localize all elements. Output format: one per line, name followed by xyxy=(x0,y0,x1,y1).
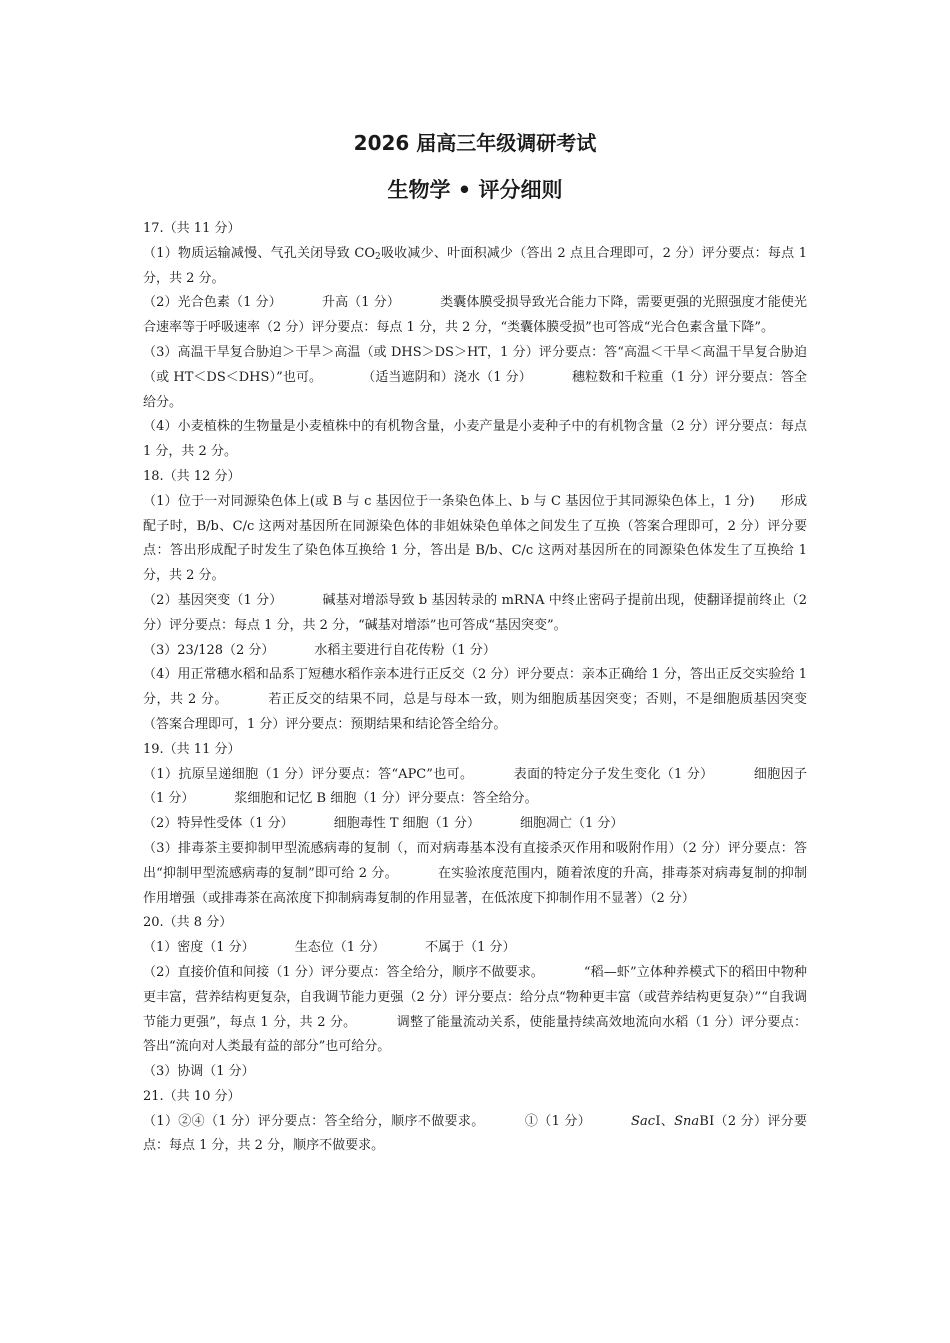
q21-part1 xyxy=(143,1110,807,1160)
q17-part2-text-c: 类囊体膜受损导致光合能力下降，需要更强的光照强度才能使光合速率等于呼吸速率（2 分）评分要点：每点 1 分，共 2 分，“类囊体膜受损”也可答成“光合色素含量下降”。 xyxy=(143,295,807,336)
q17-part2-text-b: 升高（1 分） xyxy=(321,295,401,311)
q19-part2-text-b: 细胞毒性 T 细胞（1 分） xyxy=(333,816,481,832)
q19-part3-text-a: （3）排毒茶主要抑制甲型流感病毒的复制（，而对病毒基本没有直接杀灭作用和吸附作用）（2 分）评分要点：答出“抑制甲型流感病毒的复制”即可给 2 分。 xyxy=(143,840,807,881)
q19-part2-text-c: 细胞凋亡（1 分） xyxy=(520,816,624,832)
q17-part4: （4）小麦植株的生物量是小麦植株中的有机物含量，小麦产量是小麦种子中的有机物含量（2 分）评分要点：每点 1 分，共 2 分。 xyxy=(143,419,807,460)
q18-part3-text-a: （3）23/128（2 分） xyxy=(143,642,275,658)
q18-part4-text-b: 若正反交的结果不同，总是与母本一致，则为细胞质基因突变；否则，不是细胞质基因突变（答案合理即可，1 分）评分要点：预期结果和结论答全给分。 xyxy=(143,692,807,732)
q20-heading: 20.（共 8 分） xyxy=(143,915,233,931)
q21-enzyme-sna: Sna xyxy=(674,1113,700,1129)
q20-part2 xyxy=(143,961,807,1060)
q17-part3-text-a: （3）高温干旱复合胁迫＞干旱＞高温（或 DHS＞DS＞HT，1 分）评分要点：答“高温＜干旱＜高温干旱复合胁迫（或 HT＜DS＜DHS）”也可。 xyxy=(143,344,807,385)
q18-part4-text-a: （4）用正常穗水稻和品系丁短穗水稻作亲本进行正反交（2 分）评分要点：亲本正确给 1 分，答出正反交实验给 1 分，共 2 分。 xyxy=(143,667,807,708)
q21-enzyme-sac-suffix: Ⅰ、 xyxy=(654,1113,675,1129)
page-subtitle: 生物学 • 评分细则 xyxy=(387,178,563,202)
q17-part3-text-c: 穗粒数和千粒重（1 分）评分要点：答全给分。 xyxy=(143,369,808,410)
q20-part1-text-a: （1）密度（1 分） xyxy=(143,940,255,956)
q18-part4 xyxy=(143,663,807,737)
q20-part1-text-c: 不属于（1 分） xyxy=(425,940,516,956)
q19-part1-text-c: 细胞因子（1 分） xyxy=(143,766,807,807)
q20-part2-text-a: （2）直接价值和间接（1 分）评分要点：答全给分，顺序不做要求。 xyxy=(143,964,544,980)
q21-heading: 21.（共 10 分） xyxy=(143,1088,241,1104)
q17-part3-text-b: （适当遮阴和）浇水（1 分） xyxy=(362,369,532,385)
q17-part3 xyxy=(143,341,807,415)
q19-part2-text-a: （2）特异性受体（1 分） xyxy=(143,816,294,832)
q18-part3 xyxy=(143,639,807,664)
q19-part1-text-a: （1）抗原呈递细胞（1 分）评分要点：答“APC”也可。 xyxy=(143,766,474,782)
page-title: 2026 届高三年级调研考试 xyxy=(353,131,597,155)
q21-enzyme-sac: Sac xyxy=(631,1113,655,1129)
q17-part2 xyxy=(143,291,807,341)
q19-part1-text-d: 浆细胞和记忆 B 细胞（1 分）评分要点：答全给分。 xyxy=(234,791,538,807)
q18-part2-text-b: 碱基对增添导致 b 基因转录的 mRNA 中终止密码子提前出现，使翻译提前终止（2 分）评分要点：每点 1 分，共 2 分，“碱基对增添”也可答成“基因突变”。 xyxy=(143,592,807,633)
q20-part1-text-b: 生态位（1 分） xyxy=(294,940,386,956)
q18-heading: 18.（共 12 分） xyxy=(143,468,241,484)
q18-part2-text-a: （2）基因突变（1 分） xyxy=(143,592,283,608)
q18-part1-text-b: 形成配子时，B/b、C/c 这两对基因所在同源染色体的非姐妹染色单体之间发生了互换（答案合理即可，2 分）评分要点：答出形成配子时发生了染色体互换给 1 分，答出是 B/b、C/c 这两对基因所在的同源染色体发生了互换给 1 分，共 2 分。 xyxy=(143,493,807,584)
q19-part3-text-b: 在实验浓度范围内，随着浓度的升高，排毒茶对病毒复制的抑制作用增强（或排毒茶在高浓度下抑制病毒复制的作用显著，在低浓度下抑制作用不显著）（2 分） xyxy=(143,865,807,906)
scoring-content xyxy=(143,217,807,1159)
q20-part1 xyxy=(143,936,807,961)
q21-part1-text-b: ①（1 分） xyxy=(524,1113,592,1129)
q17-part2-text-a: （2）光合色素（1 分） xyxy=(143,295,282,311)
q17-part1-text-b: 吸收减少、叶面积减少（答出 2 点且合理即可，2 分）评分要点：每点 1 分，共 2 分。 xyxy=(143,245,807,286)
q17-part1-text-a: （1）物质运输减慢、气孔关闭导致 CO xyxy=(143,245,375,261)
q19-part3 xyxy=(143,837,807,911)
q19-part2 xyxy=(143,812,807,837)
q20-part2-text-b: “稻—虾”立体种养模式下的稻田中物种更丰富，营养结构更复杂，自我调节能力更强（2 分）评分要点：给分点“物种更丰富（或营养结构更复杂）”“自我调节能力更强”，每点 1 分，共 2 分。 xyxy=(143,964,807,1030)
q17-part1 xyxy=(143,242,807,292)
q18-part1-text-a: （1）位于一对同源染色体上(或 B 与 c 基因位于一条染色体上、b 与 C 基因位于其同源染色体上，1 分) xyxy=(143,493,755,509)
q19-part1 xyxy=(143,763,807,813)
q21-part1-text-a: （1）②④（1 分）评分要点：答全给分，顺序不做要求。 xyxy=(143,1113,485,1129)
q17-part1-subscript: 2 xyxy=(374,251,381,262)
q17-heading: 17.（共 11 分） xyxy=(143,221,241,236)
q18-part1 xyxy=(143,490,807,589)
q21-enzyme-sna-suffix: BⅠ（2 分）评分要点：每点 1 分，共 2 分，顺序不做要求。 xyxy=(143,1113,808,1154)
q19-heading: 19.（共 11 分） xyxy=(143,741,241,757)
q19-part1-text-b: 表面的特定分子发生变化（1 分） xyxy=(513,766,714,782)
q20-part2-text-c: 调整了能量流动关系，使能量持续高效地流向水稻（1 分）评分要点：答出“流向对人类最有益的部分”也可给分。 xyxy=(143,1014,808,1055)
q18-part2 xyxy=(143,589,807,639)
q18-part3-text-b: 水稻主要进行自花传粉（1 分） xyxy=(314,642,496,658)
q20-part3: （3）协调（1 分） xyxy=(143,1064,255,1080)
